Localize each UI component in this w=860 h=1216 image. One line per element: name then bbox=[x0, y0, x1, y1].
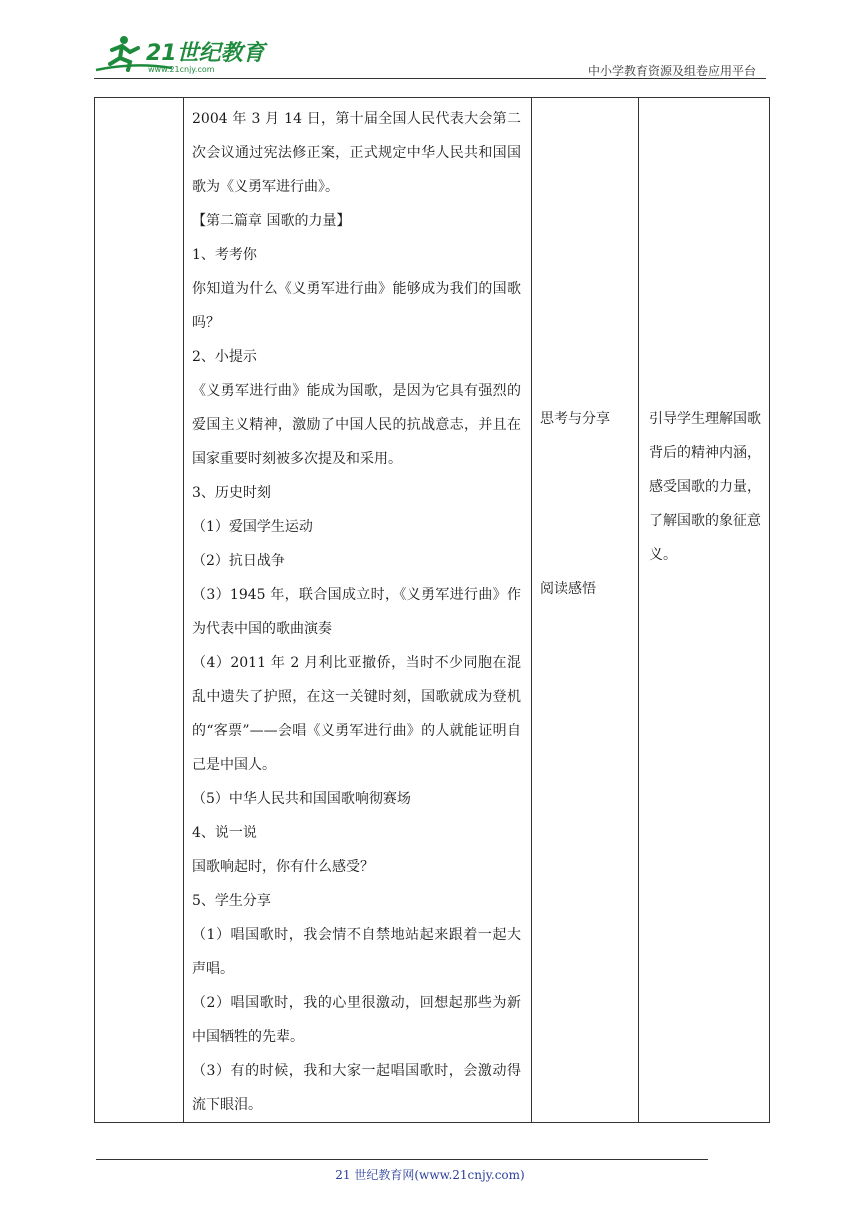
svg-text:21世纪教育: 21世纪教育 bbox=[146, 41, 265, 66]
paragraph: 你知道为什么《义勇军进行曲》能够成为我们的国歌吗？ bbox=[192, 281, 521, 331]
paragraph: 2、小提示 bbox=[192, 349, 257, 365]
paragraph: 国歌响起时，你有什么感受？ bbox=[192, 859, 374, 875]
site-logo[interactable] bbox=[94, 34, 269, 78]
student-activity-cell bbox=[532, 98, 639, 1123]
paragraph: 3、历史时刻 bbox=[192, 485, 271, 501]
design-intent-text: 引导学生理解国歌背后的精神内涵，感受国歌的力量，了解国歌的象征意义。 bbox=[649, 411, 761, 563]
paragraph: （5）中华人民共和国国歌响彻赛场 bbox=[192, 791, 411, 807]
design-intent-cell bbox=[639, 98, 770, 1123]
runner-icon bbox=[94, 34, 269, 78]
paragraph: （2）抗日战争 bbox=[192, 553, 285, 569]
teacher-activity-content bbox=[184, 98, 531, 1122]
paragraph: （2）唱国歌时，我的心里很激动，回想起那些为新中国牺牲的先辈。 bbox=[192, 995, 521, 1045]
paragraph: （1）爱国学生运动 bbox=[192, 519, 313, 535]
teacher-activity-cell bbox=[184, 98, 532, 1123]
footer-divider bbox=[96, 1159, 708, 1160]
header-divider bbox=[94, 78, 766, 79]
paragraph: 5、学生分享 bbox=[192, 893, 271, 909]
paragraph: 1、考考你 bbox=[192, 247, 257, 263]
stage-cell bbox=[95, 98, 184, 1123]
svg-text:www.21cnjy.com: www.21cnjy.com bbox=[148, 65, 215, 74]
lesson-table bbox=[94, 97, 770, 1123]
chapter-heading: 【第二篇章 国歌的力量】 bbox=[192, 213, 351, 229]
paragraph: （4）2011 年 2 月利比亚撤侨，当时不少同胞在混乱中遗失了护照，在这一关键时刻，国歌就成为登机的“客票”——会唱《义勇军进行曲》的人就能证明自己是中国人。 bbox=[192, 655, 521, 773]
paragraph: 《义勇军进行曲》能成为国歌，是因为它具有强烈的爱国主义精神，激励了中国人民的抗战意志，并且在国家重要时刻被多次提及和采用。 bbox=[192, 383, 521, 467]
paragraph: （3）1945 年，联合国成立时，《义勇军进行曲》作为代表中国的歌曲演奏 bbox=[192, 587, 521, 637]
paragraph: 2004 年 3 月 14 日，第十届全国人民代表大会第二次会议通过宪法修正案，正式规定中华人民共和国国歌为《义勇军进行曲》。 bbox=[192, 111, 521, 195]
student-activity-label: 阅读感悟 bbox=[540, 581, 596, 597]
paragraph: 4、说一说 bbox=[192, 825, 257, 841]
student-activity-label: 思考与分享 bbox=[540, 411, 610, 427]
table-row bbox=[95, 98, 770, 1123]
paragraph: （1）唱国歌时，我会情不自禁地站起来跟着一起大声唱。 bbox=[192, 927, 521, 977]
paragraph: （3）有的时候，我和大家一起唱国歌时，会激动得流下眼泪。 bbox=[192, 1063, 521, 1113]
platform-name: 中小学教育资源及组卷应用平台 bbox=[587, 64, 756, 78]
page-header bbox=[0, 0, 860, 80]
footer-link[interactable]: 21 世纪教育网(www.21cnjy.com) bbox=[335, 1168, 525, 1182]
